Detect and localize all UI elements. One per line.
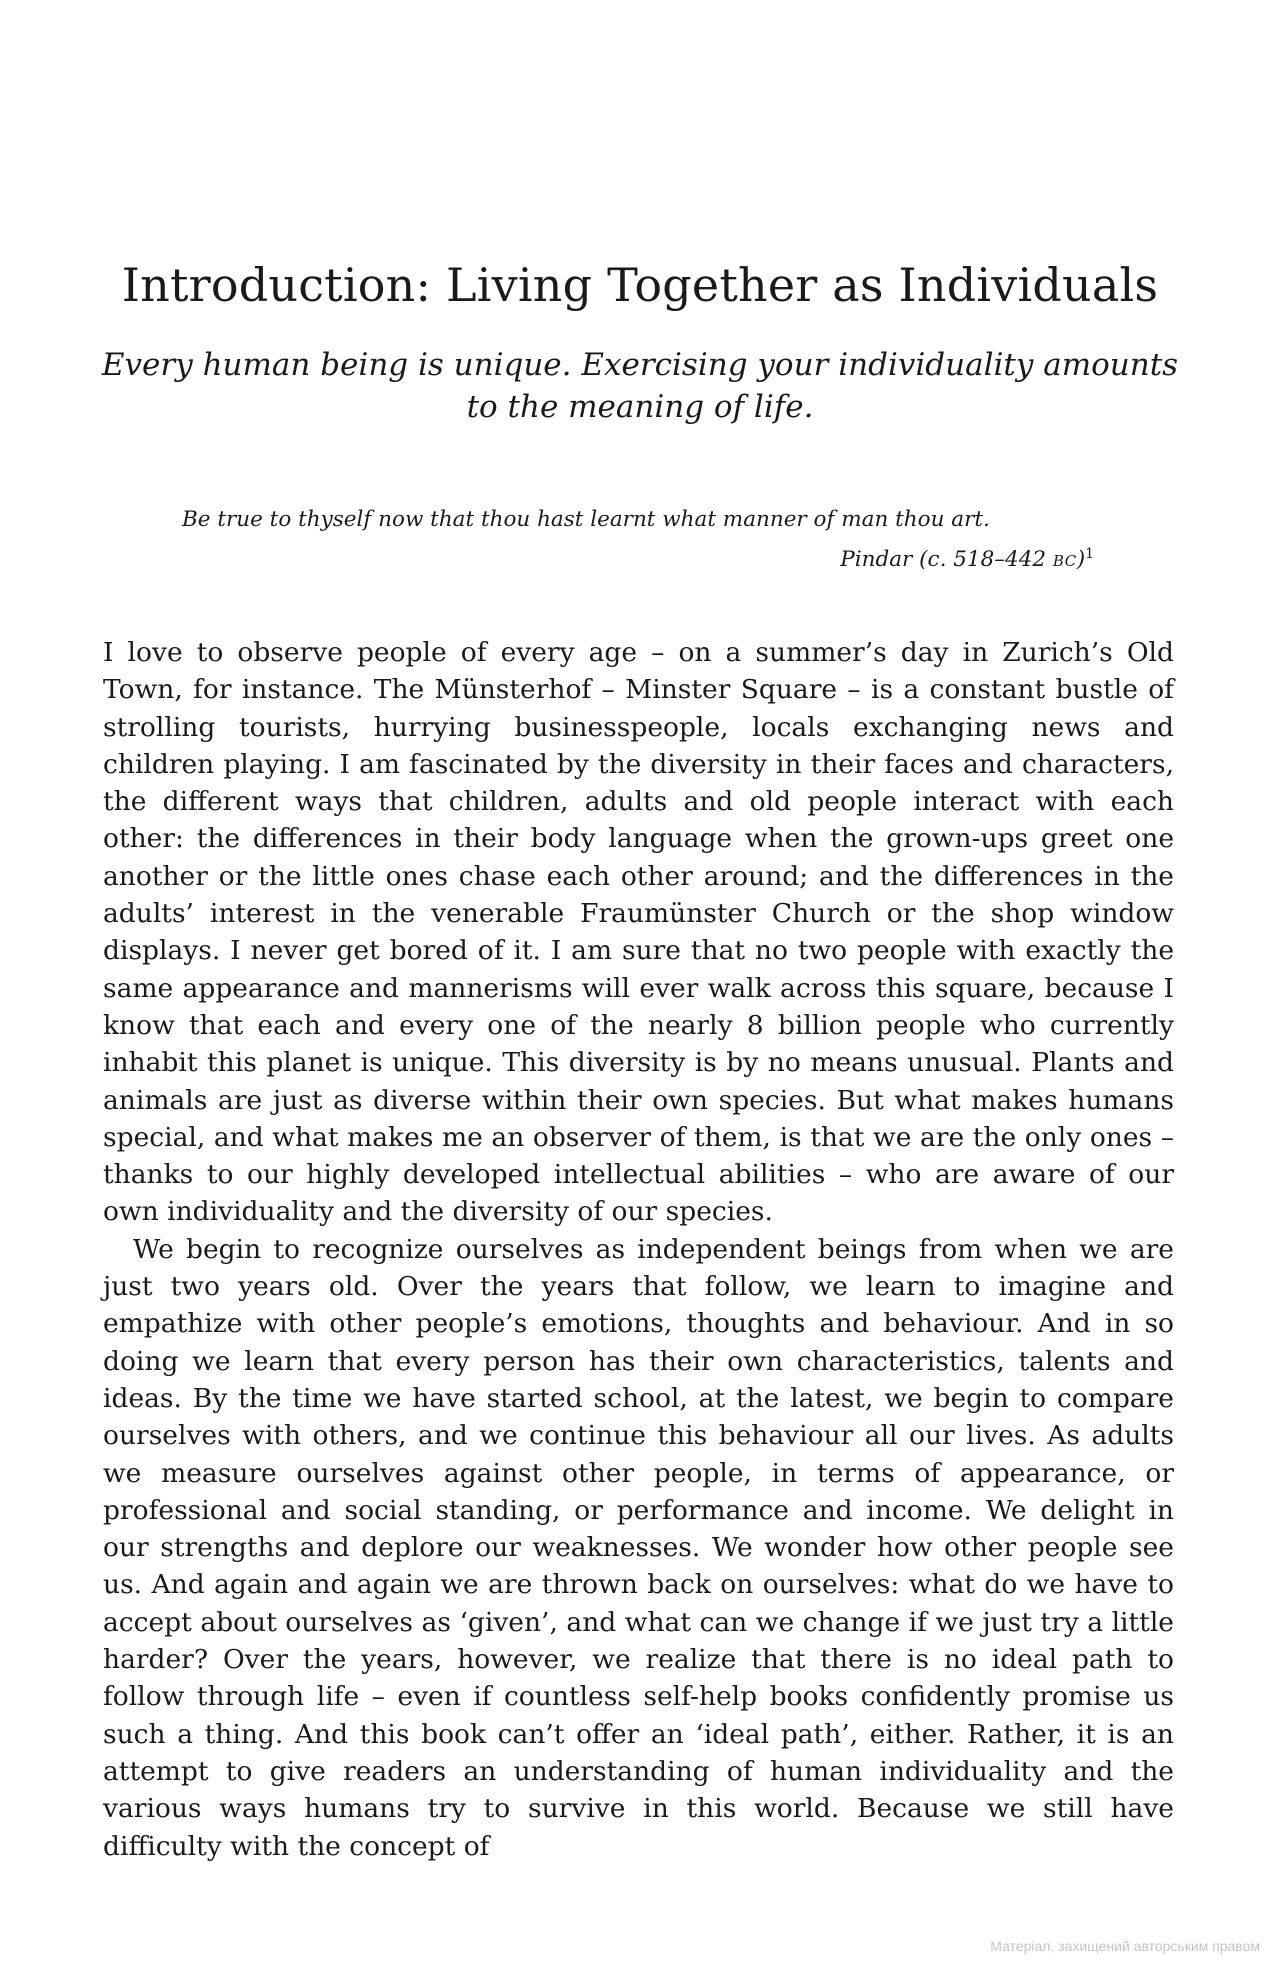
paragraph: I love to observe people of every age – on a summer’s day in Zurich’s Old Town, for instance. The Münsterhof – Minster Square – is a constant bustle of strolling tourists, hurrying businesspeople, locals exchanging news and children playing. I am fascinated by the diversity in their faces and characters, the different ways that children, adults and old people interact with each other: the differences in their body language when the grown-ups greet one another or the little ones chase each other around; and the differences in the adults’ interest in the venerable Fraumünster Church or the shop window displays. I never get bored of it. I am sure that no two people with exactly the same appearance and mannerisms will ever walk across this square, because I know that each and every one of the nearly 8 billion people who currently inhabit this planet is unique. This diversity is by no means unusual. Plants and animals are just as diverse within their own species. But what makes humans special, and what makes me an observer of them, is that we are the only ones – thanks to our highly developed intellectual abilities – who are aware of our own individuality and the diversity of our species.: [103, 637, 1174, 1228]
footnote-marker: 1: [1085, 546, 1094, 562]
body-text: [103, 634, 1174, 1865]
epigraph-era: BC: [1052, 552, 1077, 571]
chapter-subtitle: Every human being is unique. Exercising your individuality amounts to the meaning of life.: [101, 347, 1179, 425]
epigraph-quote: Be true to thyself now that thou hast learnt what manner of man thou art.: [182, 507, 990, 532]
epigraph-attribution-close: ): [1076, 547, 1086, 573]
copyright-watermark: Матеріал, захищений авторським правом: [990, 1938, 1260, 1954]
epigraph-attribution: [182, 537, 1094, 578]
epigraph-attribution-text: Pindar (c. 518–442: [840, 547, 1053, 573]
epigraph: [182, 503, 1094, 578]
paragraph: We begin to recognize ourselves as independent beings from when we are just two years old. Over the years that follow, we learn to imagine and empathize with other people’s emotions, thoughts and behaviour. And in so doing we learn that every person has their own characteristics, talents and ideas. By the time we have started school, at the latest, we begin to compare ourselves with others, and we continue this behaviour all our lives. As adults we measure ourselves against other people, in terms of appearance, or professional and social standing, or performance and income. We delight in our strengths and deplore our weaknesses. We wonder how other people see us. And again and again we are thrown back on ourselves: what do we have to accept about ourselves as ‘given’, and what can we change if we just try a little harder? Over the years, however, we realize that there is no ideal path to follow through life – even if countless self-help books confidently promise us such a thing. And this book can’t offer an ‘ideal path’, either. Rather, it is an attempt to give readers an understanding of human individuality and the various ways humans try to survive in this world. Because we still have difficulty with the concept of: [103, 1233, 1174, 1862]
chapter-title: Introduction: Living Together as Individuals: [121, 258, 1159, 312]
